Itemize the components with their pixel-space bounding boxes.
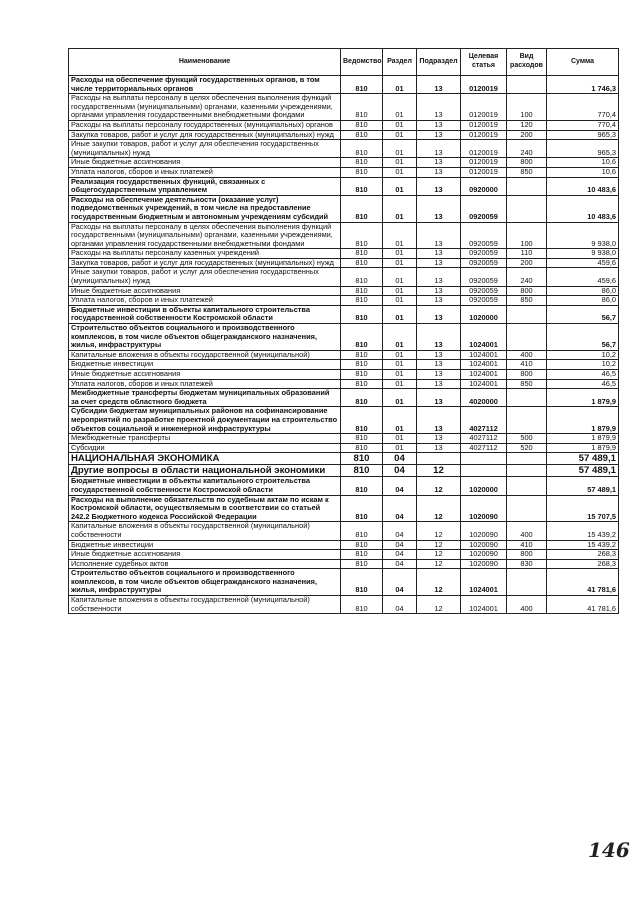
cell-sum: 10,2: [547, 350, 619, 360]
cell-subsection: 13: [417, 195, 461, 222]
cell-subsection: 13: [417, 443, 461, 453]
cell-sum: 965,3: [547, 140, 619, 158]
cell-section: 04: [383, 465, 417, 477]
cell-dept: 810: [341, 379, 383, 389]
cell-name: Иные бюджетные ассигнования: [69, 550, 341, 560]
cell-name: Бюджетные инвестиции в объекты капитального строительства государственной собственности Костромской области: [69, 305, 341, 323]
cell-dept: 810: [341, 569, 383, 596]
cell-sum: 86,0: [547, 296, 619, 306]
cell-section: 01: [383, 94, 417, 121]
table-row: [69, 477, 619, 495]
cell-target: 1020090: [461, 550, 507, 560]
cell-dept: 810: [341, 465, 383, 477]
cell-name: Иные бюджетные ассигнования: [69, 370, 341, 380]
cell-expense-type: 520: [507, 443, 547, 453]
cell-sum: 15 707,5: [547, 495, 619, 522]
cell-target: 1024001: [461, 379, 507, 389]
cell-target: 0920059: [461, 296, 507, 306]
table-row: [69, 407, 619, 434]
cell-target: 0920059: [461, 268, 507, 286]
cell-sum: 10,2: [547, 360, 619, 370]
cell-dept: 810: [341, 177, 383, 195]
cell-dept: 810: [341, 268, 383, 286]
cell-subsection: 13: [417, 296, 461, 306]
cell-target: 1024001: [461, 596, 507, 614]
cell-target: 4027112: [461, 443, 507, 453]
table-row: [69, 296, 619, 306]
cell-name: Субсидии: [69, 443, 341, 453]
cell-expense-type: 110: [507, 249, 547, 259]
table-row: [69, 120, 619, 130]
cell-sum: 770,4: [547, 120, 619, 130]
cell-subsection: 12: [417, 596, 461, 614]
cell-section: 01: [383, 305, 417, 323]
cell-subsection: 13: [417, 286, 461, 296]
cell-expense-type: 830: [507, 559, 547, 569]
cell-section: 01: [383, 286, 417, 296]
cell-dept: 810: [341, 550, 383, 560]
cell-subsection: 13: [417, 268, 461, 286]
cell-expense-type: [507, 389, 547, 407]
cell-expense-type: 400: [507, 522, 547, 540]
cell-target: 0120019: [461, 140, 507, 158]
cell-dept: 810: [341, 158, 383, 168]
cell-subsection: 13: [417, 158, 461, 168]
cell-subsection: 13: [417, 167, 461, 177]
cell-target: 0120019: [461, 158, 507, 168]
cell-dept: 810: [341, 350, 383, 360]
cell-subsection: 13: [417, 222, 461, 249]
cell-dept: 810: [341, 370, 383, 380]
cell-name: Бюджетные инвестиции: [69, 540, 341, 550]
cell-section: 04: [383, 540, 417, 550]
cell-dept: 810: [341, 249, 383, 259]
cell-sum: 459,6: [547, 258, 619, 268]
cell-dept: 810: [341, 140, 383, 158]
cell-target: 1024001: [461, 324, 507, 351]
cell-subsection: 13: [417, 360, 461, 370]
table-body: [69, 76, 619, 614]
cell-name: Капитальные вложения в объекты государственной (муниципальной) собственности: [69, 596, 341, 614]
cell-dept: 810: [341, 94, 383, 121]
cell-section: 01: [383, 379, 417, 389]
cell-section: 01: [383, 222, 417, 249]
cell-dept: 810: [341, 477, 383, 495]
cell-target: 4020000: [461, 389, 507, 407]
cell-name: Бюджетные инвестиции: [69, 360, 341, 370]
cell-section: 01: [383, 177, 417, 195]
cell-name: Другие вопросы в области национальной экономики: [69, 465, 341, 477]
cell-section: 01: [383, 324, 417, 351]
cell-sum: 770,4: [547, 94, 619, 121]
cell-target: 0120019: [461, 167, 507, 177]
cell-subsection: 13: [417, 177, 461, 195]
cell-name: Строительство объектов социального и производственного комплексов, в том числе объектов общегражданского назначения, жилья, инфраструктуры: [69, 569, 341, 596]
cell-dept: 810: [341, 522, 383, 540]
cell-subsection: 13: [417, 434, 461, 444]
cell-expense-type: 240: [507, 140, 547, 158]
cell-section: 01: [383, 167, 417, 177]
cell-dept: 810: [341, 76, 383, 94]
cell-section: 01: [383, 120, 417, 130]
cell-expense-type: [507, 195, 547, 222]
table-row: [69, 434, 619, 444]
cell-section: 01: [383, 389, 417, 407]
cell-section: 01: [383, 350, 417, 360]
header-target: Целевая статья: [461, 49, 507, 76]
cell-expense-type: 850: [507, 379, 547, 389]
table-row: [69, 453, 619, 465]
table-row: [69, 465, 619, 477]
cell-expense-type: 500: [507, 434, 547, 444]
table-row: [69, 370, 619, 380]
cell-name: Межбюджетные трансферты бюджетам муниципальных образований за счет средств областного бюджета: [69, 389, 341, 407]
cell-expense-type: [507, 177, 547, 195]
cell-expense-type: 400: [507, 596, 547, 614]
cell-expense-type: 200: [507, 258, 547, 268]
cell-target: 0120019: [461, 130, 507, 140]
cell-section: 04: [383, 453, 417, 465]
cell-sum: 965,3: [547, 130, 619, 140]
cell-sum: 41 781,6: [547, 596, 619, 614]
cell-section: 01: [383, 249, 417, 259]
table-row: [69, 550, 619, 560]
cell-section: 01: [383, 195, 417, 222]
cell-subsection: 12: [417, 477, 461, 495]
cell-dept: 810: [341, 258, 383, 268]
cell-dept: 810: [341, 286, 383, 296]
cell-sum: 268,3: [547, 559, 619, 569]
cell-expense-type: [507, 76, 547, 94]
cell-section: 01: [383, 158, 417, 168]
cell-section: 01: [383, 434, 417, 444]
cell-dept: 810: [341, 540, 383, 550]
cell-section: 01: [383, 407, 417, 434]
cell-sum: 46,5: [547, 370, 619, 380]
cell-section: 01: [383, 76, 417, 94]
cell-target: 0120019: [461, 94, 507, 121]
cell-dept: 810: [341, 195, 383, 222]
cell-expense-type: 400: [507, 350, 547, 360]
cell-name: Расходы на выплаты персоналу в целях обеспечения выполнения функций государственными (муниципальными) органами, казенными учреждениями, органами управления государственными внебюджетными фондами: [69, 222, 341, 249]
cell-sum: 10,6: [547, 158, 619, 168]
cell-name: Капитальные вложения в объекты государственной (муниципальной): [69, 350, 341, 360]
cell-name: Иные закупки товаров, работ и услуг для обеспечения государственных (муниципальных) нужд: [69, 268, 341, 286]
cell-sum: 10 483,6: [547, 195, 619, 222]
cell-dept: 810: [341, 167, 383, 177]
header-section: Раздел: [383, 49, 417, 76]
cell-target: 1024001: [461, 360, 507, 370]
cell-target: 0920000: [461, 177, 507, 195]
cell-dept: 810: [341, 360, 383, 370]
cell-expense-type: 800: [507, 286, 547, 296]
cell-target: 1024001: [461, 350, 507, 360]
table-row: [69, 305, 619, 323]
table-header: [69, 49, 619, 76]
table-row: [69, 140, 619, 158]
table-row: [69, 167, 619, 177]
cell-target: 1024001: [461, 569, 507, 596]
cell-expense-type: 240: [507, 268, 547, 286]
header-expense-type: Вид расходов: [507, 49, 547, 76]
cell-target: [461, 453, 507, 465]
cell-expense-type: [507, 495, 547, 522]
cell-name: Строительство объектов социального и производственного комплексов, в том числе объектов общегражданского назначения, жилья, инфраструктуры: [69, 324, 341, 351]
cell-target: 0920059: [461, 195, 507, 222]
cell-section: 01: [383, 130, 417, 140]
table-row: [69, 195, 619, 222]
table-row: [69, 443, 619, 453]
cell-expense-type: 850: [507, 167, 547, 177]
cell-subsection: 13: [417, 379, 461, 389]
cell-expense-type: 410: [507, 360, 547, 370]
cell-name: Иные бюджетные ассигнования: [69, 286, 341, 296]
cell-expense-type: 800: [507, 370, 547, 380]
cell-target: 0120019: [461, 120, 507, 130]
cell-subsection: 13: [417, 350, 461, 360]
table-row: [69, 94, 619, 121]
cell-dept: 810: [341, 130, 383, 140]
page-number: 146: [588, 838, 630, 862]
cell-subsection: 13: [417, 305, 461, 323]
table-row: [69, 249, 619, 259]
cell-expense-type: [507, 407, 547, 434]
cell-name: Уплата налогов, сборов и иных платежей: [69, 167, 341, 177]
cell-sum: 1 879,9: [547, 434, 619, 444]
cell-name: Расходы на выплаты персоналу государственных (муниципальных) органов: [69, 120, 341, 130]
cell-sum: 1 746,3: [547, 76, 619, 94]
cell-dept: 810: [341, 296, 383, 306]
cell-sum: 57 489,1: [547, 453, 619, 465]
cell-target: 1020000: [461, 477, 507, 495]
cell-subsection: 12: [417, 569, 461, 596]
cell-subsection: 13: [417, 249, 461, 259]
cell-name: Бюджетные инвестиции в объекты капитального строительства государственной собственности Костромской области: [69, 477, 341, 495]
cell-name: Закупка товаров, работ и услуг для государственных (муниципальных) нужд: [69, 130, 341, 140]
table-row: [69, 158, 619, 168]
table-row: [69, 596, 619, 614]
cell-section: 04: [383, 596, 417, 614]
cell-dept: 810: [341, 389, 383, 407]
cell-section: 04: [383, 569, 417, 596]
cell-sum: 46,5: [547, 379, 619, 389]
cell-subsection: 13: [417, 120, 461, 130]
table-row: [69, 177, 619, 195]
header-sum: Сумма: [547, 49, 619, 76]
table-row: [69, 324, 619, 351]
cell-name: Уплата налогов, сборов и иных платежей: [69, 296, 341, 306]
cell-subsection: 12: [417, 550, 461, 560]
cell-dept: 810: [341, 596, 383, 614]
cell-subsection: 12: [417, 559, 461, 569]
cell-sum: 57 489,1: [547, 465, 619, 477]
cell-sum: 57 489,1: [547, 477, 619, 495]
cell-expense-type: 800: [507, 550, 547, 560]
cell-name: Капитальные вложения в объекты государственной (муниципальной) собственности: [69, 522, 341, 540]
cell-expense-type: 850: [507, 296, 547, 306]
cell-expense-type: [507, 477, 547, 495]
cell-sum: 268,3: [547, 550, 619, 560]
cell-sum: 10,6: [547, 167, 619, 177]
cell-dept: 810: [341, 407, 383, 434]
cell-target: 1020090: [461, 522, 507, 540]
cell-target: 4027112: [461, 407, 507, 434]
cell-target: 0920059: [461, 286, 507, 296]
cell-dept: 810: [341, 434, 383, 444]
cell-name: Расходы на выплаты персоналу казенных учреждений: [69, 249, 341, 259]
table-row: [69, 522, 619, 540]
cell-section: 01: [383, 140, 417, 158]
cell-sum: 15 439,2: [547, 522, 619, 540]
cell-target: 1024001: [461, 370, 507, 380]
cell-sum: 9 938,0: [547, 222, 619, 249]
cell-name: Расходы на выплаты персоналу в целях обеспечения выполнения функций государственными (муниципальными) органами, казенными учреждениями, органами управления государственными внебюджетными фондами: [69, 94, 341, 121]
cell-section: 01: [383, 268, 417, 286]
cell-subsection: 13: [417, 258, 461, 268]
cell-section: 01: [383, 296, 417, 306]
cell-section: 04: [383, 495, 417, 522]
table-row: [69, 569, 619, 596]
cell-expense-type: 800: [507, 158, 547, 168]
cell-expense-type: [507, 453, 547, 465]
cell-name: Реализация государственных функций, связанных с общегосударственным управлением: [69, 177, 341, 195]
cell-subsection: 13: [417, 370, 461, 380]
cell-name: Исполнение судебных актов: [69, 559, 341, 569]
cell-expense-type: 200: [507, 130, 547, 140]
table-row: [69, 389, 619, 407]
cell-dept: 810: [341, 120, 383, 130]
cell-expense-type: [507, 324, 547, 351]
cell-target: [461, 465, 507, 477]
cell-subsection: 12: [417, 495, 461, 522]
table-row: [69, 222, 619, 249]
table-row: [69, 268, 619, 286]
cell-sum: 86,0: [547, 286, 619, 296]
cell-name: Расходы на выполнение обязательств по судебным актам по искам к Костромской области, осуществляемым в соответствии со статьей 242.2 Бюджетного кодекса Российской Федерации: [69, 495, 341, 522]
cell-subsection: [417, 453, 461, 465]
cell-target: 4027112: [461, 434, 507, 444]
cell-target: 1020000: [461, 305, 507, 323]
cell-dept: 810: [341, 559, 383, 569]
cell-subsection: 13: [417, 324, 461, 351]
cell-target: 1020090: [461, 540, 507, 550]
cell-expense-type: 100: [507, 222, 547, 249]
cell-section: 01: [383, 360, 417, 370]
cell-sum: 1 879,9: [547, 443, 619, 453]
cell-name: Расходы на обеспечение деятельности (оказание услуг) подведомственных учреждений, в том числе на предоставление государственным бюджетным и автономным учреждениям субсидий: [69, 195, 341, 222]
cell-dept: 810: [341, 324, 383, 351]
cell-sum: 15 439,2: [547, 540, 619, 550]
cell-name: Субсидии бюджетам муниципальных районов на софинансирование мероприятий по разработке проектной документации на строительство объектов социальной и инженерной инфраструктуры: [69, 407, 341, 434]
cell-subsection: 13: [417, 76, 461, 94]
cell-section: 04: [383, 477, 417, 495]
cell-sum: 1 879,9: [547, 389, 619, 407]
cell-section: 01: [383, 443, 417, 453]
cell-subsection: 13: [417, 94, 461, 121]
cell-section: 04: [383, 559, 417, 569]
cell-dept: 810: [341, 222, 383, 249]
cell-sum: 9 938,0: [547, 249, 619, 259]
cell-target: 0120019: [461, 76, 507, 94]
cell-section: 04: [383, 550, 417, 560]
table-row: [69, 495, 619, 522]
cell-sum: 56,7: [547, 305, 619, 323]
cell-name: Уплата налогов, сборов и иных платежей: [69, 379, 341, 389]
cell-subsection: 13: [417, 407, 461, 434]
cell-dept: 810: [341, 305, 383, 323]
cell-name: Закупка товаров, работ и услуг для государственных (муниципальных) нужд: [69, 258, 341, 268]
cell-subsection: 13: [417, 389, 461, 407]
header-name: Наименование: [69, 49, 341, 76]
cell-section: 01: [383, 258, 417, 268]
cell-target: 0920059: [461, 249, 507, 259]
cell-name: Расходы на обеспечение функций государственных органов, в том числе территориальных органов: [69, 76, 341, 94]
cell-name: НАЦИОНАЛЬНАЯ ЭКОНОМИКА: [69, 453, 341, 465]
cell-sum: 10 483,6: [547, 177, 619, 195]
header-subsection: Подраздел: [417, 49, 461, 76]
cell-sum: 1 879,9: [547, 407, 619, 434]
cell-expense-type: [507, 305, 547, 323]
cell-sum: 41 781,6: [547, 569, 619, 596]
cell-dept: 810: [341, 495, 383, 522]
cell-subsection: 12: [417, 465, 461, 477]
cell-subsection: 12: [417, 522, 461, 540]
cell-sum: 56,7: [547, 324, 619, 351]
cell-expense-type: 120: [507, 120, 547, 130]
cell-section: 04: [383, 522, 417, 540]
cell-expense-type: [507, 465, 547, 477]
cell-name: Иные закупки товаров, работ и услуг для обеспечения государственных (муниципальных) нужд: [69, 140, 341, 158]
cell-target: 0920059: [461, 222, 507, 249]
cell-name: Иные бюджетные ассигнования: [69, 158, 341, 168]
cell-subsection: 13: [417, 130, 461, 140]
cell-dept: 810: [341, 443, 383, 453]
cell-target: 1020090: [461, 559, 507, 569]
cell-target: 1020090: [461, 495, 507, 522]
cell-expense-type: [507, 569, 547, 596]
table-row: [69, 76, 619, 94]
cell-dept: 810: [341, 453, 383, 465]
header-dept: Ведомство: [341, 49, 383, 76]
cell-expense-type: 100: [507, 94, 547, 121]
cell-name: Межбюджетные трансферты: [69, 434, 341, 444]
cell-section: 01: [383, 370, 417, 380]
cell-target: 0920059: [461, 258, 507, 268]
budget-table: [68, 48, 619, 614]
cell-expense-type: 410: [507, 540, 547, 550]
cell-subsection: 13: [417, 140, 461, 158]
cell-subsection: 12: [417, 540, 461, 550]
cell-sum: 459,6: [547, 268, 619, 286]
